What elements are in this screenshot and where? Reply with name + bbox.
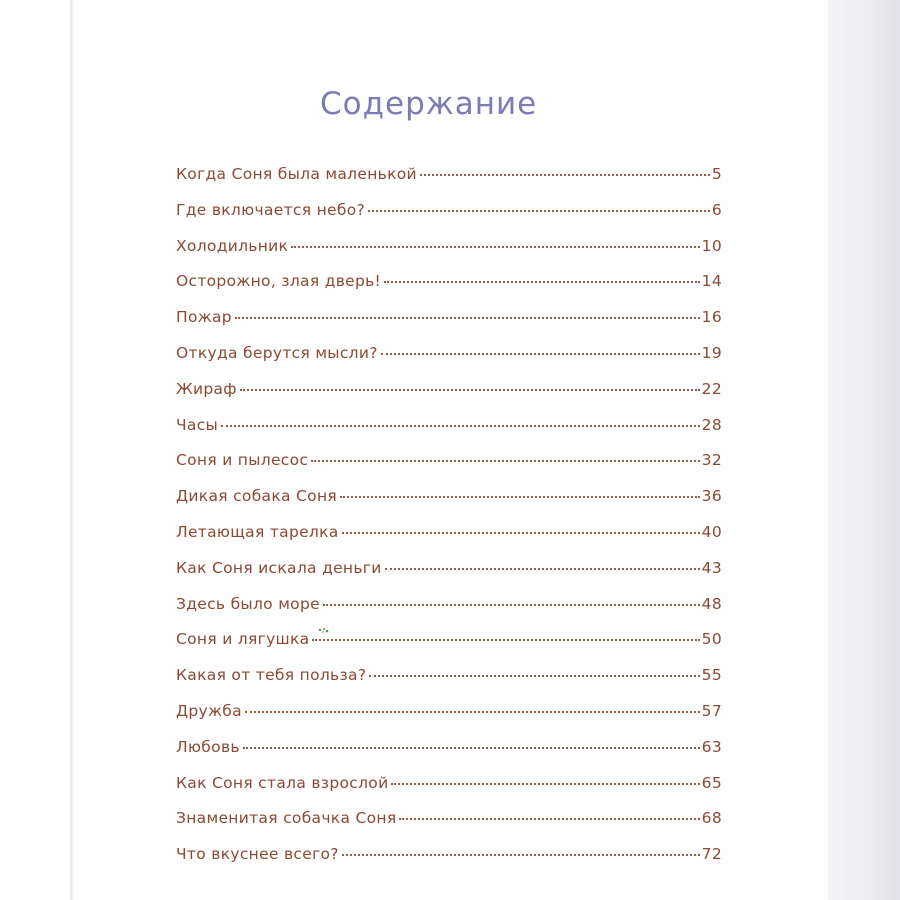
toc-entry-title: Соня и лягушка [176,630,310,649]
dot-leader [221,425,700,427]
dot-leader [323,604,700,606]
toc-entry-page: 36 [701,487,722,506]
toc-entry-page: 16 [701,308,722,327]
table-of-contents [176,165,722,881]
toc-entry-page: 43 [701,558,722,577]
toc-entry [176,809,722,845]
toc-entry-title: Любовь [176,737,240,756]
dot-leader [240,389,700,391]
toc-entry [176,165,722,201]
dot-leader [369,675,699,677]
dot-leader [381,353,700,355]
page-title: Содержание [320,86,538,122]
toc-entry [176,487,722,523]
toc-entry [176,845,722,881]
toc-entry-page: 57 [701,701,722,720]
toc-entry-title: Холодильник [176,236,289,255]
toc-entry [176,774,722,810]
toc-entry-title: Знаменитая собачка Соня [176,809,397,828]
toc-entry-page: 22 [701,379,722,398]
toc-entry [176,380,722,416]
scan-shadow [828,0,900,900]
dot-leader [391,783,699,785]
toc-entry [176,738,722,774]
dot-leader [243,747,700,749]
toc-entry-page: 68 [701,809,722,828]
toc-entry-page: 48 [701,594,722,613]
toc-entry-title: Что вкуснее всего? [176,845,339,864]
toc-entry-title: Откуда берутся мысли? [176,343,378,362]
dot-leader [291,246,699,248]
toc-entry [176,308,722,344]
toc-entry-page: 28 [701,415,722,434]
dot-leader [368,210,710,212]
toc-entry-title: Дружба [176,701,242,720]
dot-leader [312,639,699,641]
dot-leader [420,174,710,176]
toc-entry-title: Когда Соня была маленькой [176,165,417,183]
ink-speck [318,626,330,634]
toc-entry-title: Жираф [176,379,237,398]
dot-leader [311,460,699,462]
toc-entry [176,416,722,452]
toc-entry-page: 14 [701,272,722,291]
toc-entry [176,237,722,273]
toc-entry [176,523,722,559]
toc-entry [176,344,722,380]
dot-leader [385,568,700,570]
toc-entry-page: 63 [701,737,722,756]
toc-entry [176,559,722,595]
dot-leader [245,711,700,713]
toc-entry-page: 50 [701,630,722,649]
toc-entry-page: 10 [701,236,722,255]
toc-entry-title: Где включается небо? [176,200,366,219]
toc-entry-page: 55 [701,666,722,685]
toc-entry [176,451,722,487]
toc-entry-title: Какая от тебя польза? [176,666,367,685]
toc-entry-page: 19 [701,343,722,362]
toc-entry-page: 5 [711,165,722,183]
toc-entry-page: 32 [701,451,722,470]
dot-leader [340,496,700,498]
toc-entry-title: Летающая тарелка [176,522,339,541]
toc-entry [176,630,722,666]
toc-entry-title: Здесь было море [176,594,320,613]
toc-entry [176,702,722,738]
dot-leader [384,281,700,283]
toc-entry-title: Как Соня стала взрослой [176,773,389,792]
toc-entry-page: 65 [701,773,722,792]
toc-entry [176,595,722,631]
dot-leader [235,317,700,319]
toc-entry [176,666,722,702]
dot-leader [399,818,699,820]
dot-leader [342,532,700,534]
toc-entry-page: 40 [701,522,722,541]
toc-entry-page: 6 [711,200,722,219]
toc-entry [176,272,722,308]
toc-entry-title: Соня и пылесос [176,451,309,470]
toc-entry-title: Осторожно, злая дверь! [176,272,382,291]
toc-entry [176,201,722,237]
toc-entry-title: Пожар [176,308,232,327]
toc-entry-title: Дикая собака Соня [176,487,338,506]
toc-entry-page: 72 [701,845,722,864]
toc-entry-title: Часы [176,415,219,434]
dot-leader [342,854,700,856]
toc-entry-title: Как Соня искала деньги [176,558,382,577]
